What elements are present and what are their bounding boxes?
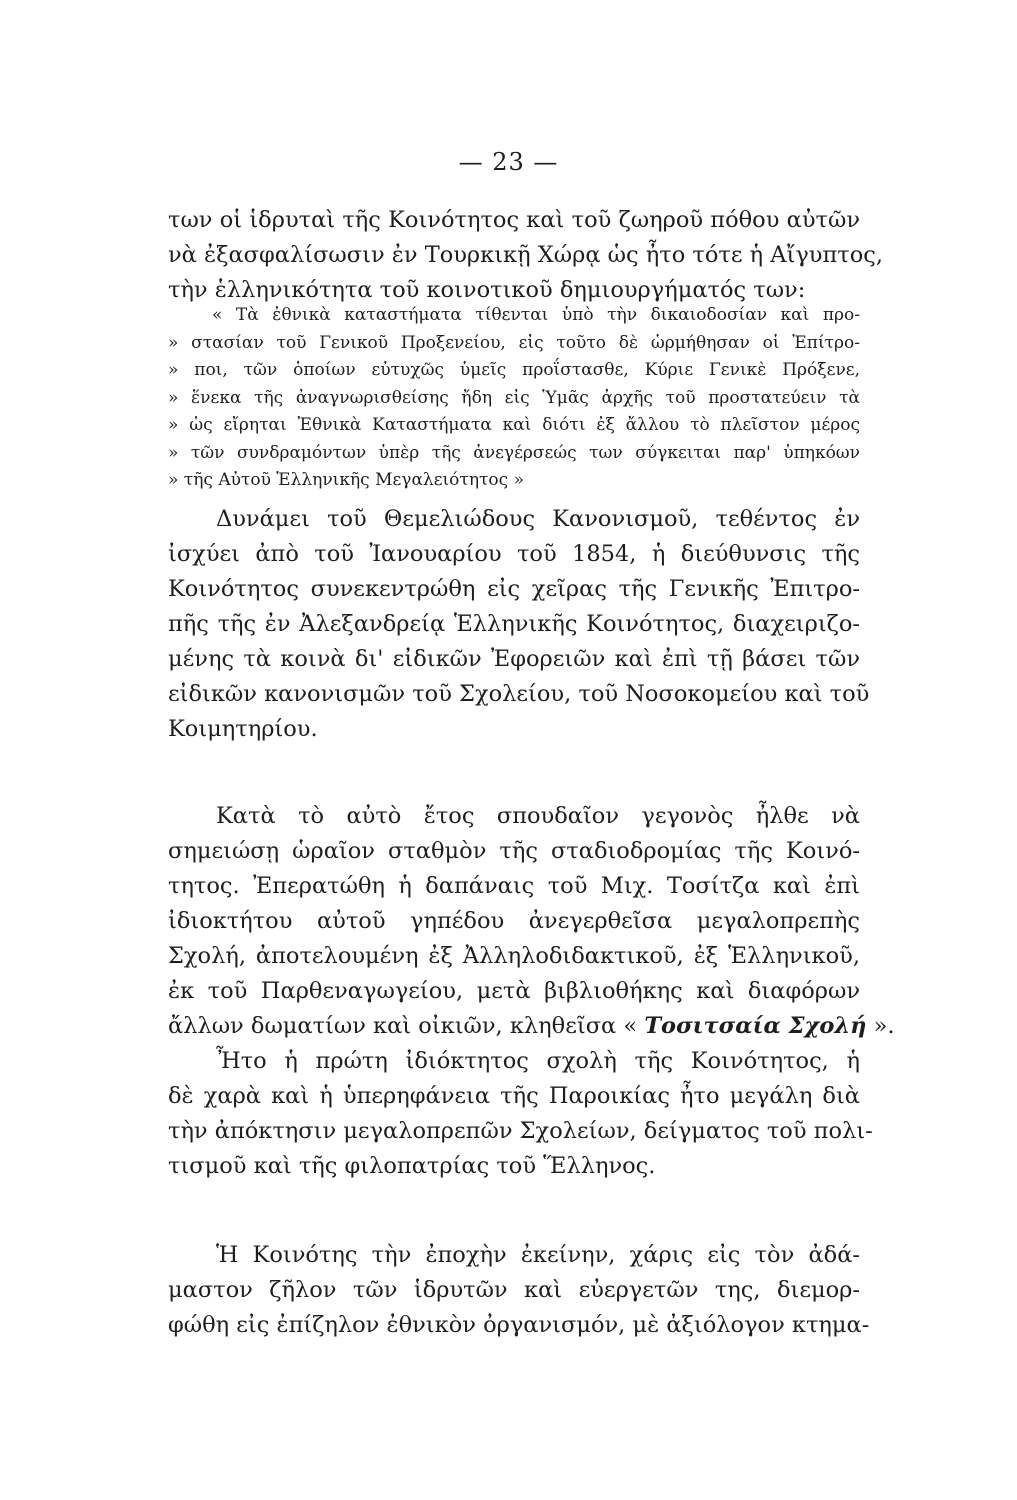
text-fragment: ». (866, 1013, 895, 1039)
quote-line: » τῆς Αὐτοῦ Ἑλληνικῆς Μεγαλειότητος » (168, 470, 524, 490)
paragraph-1 (168, 203, 884, 308)
quote-line: « Τὰ ἐθνικὰ καταστήματα τίθενται ὑπὸ τὴν δικαιοδοσίαν καὶ προ- (212, 305, 860, 325)
quote-line: » τῶν συνδραμόντων ὑπὲρ τῆς ἀνεγέρσεώς των σύγκειται παρ' ὑπηκόων (168, 442, 860, 463)
text-line (168, 1009, 895, 1044)
quote-line: » ἕνεκα τῆς ἀναγνωρισθείσης ἤδη εἰς Ὑμᾶς ἀρχῆς τοῦ προστατεύειν τὰ (168, 387, 860, 408)
text-line: Ἦτο ἡ πρώτη ἰδιόκτητος σχολὴ τῆς Κοινότητος, ἡ (216, 1048, 860, 1074)
quote-line: » ποι, τῶν ὁποίων εὐτυχῶς ὑμεῖς προΐστασθε, Κύριε Γενικὲ Πρόξενε, (168, 360, 860, 380)
text-line: των οἱ ἱδρυταὶ τῆς Κοινότητος καὶ τοῦ ζωηροῦ πόθου αὐτῶν (168, 207, 860, 233)
page-number: — 23 — (458, 148, 559, 176)
paragraph-3 (168, 799, 895, 1184)
text-line: Κατὰ τὸ αὐτὸ ἔτος σπουδαῖον γεγονὸς ἦλθε νὰ (216, 803, 860, 829)
text-line: Σχολή, ἀποτελουμένη ἐξ Ἀλληλοδιδακτικοῦ, ἐξ Ἑλληνικοῦ, (168, 943, 860, 969)
text-line: μαστον ζῆλον τῶν ἱδρυτῶν καὶ εὐεργετῶν της, διεμορ- (168, 1277, 860, 1303)
text-line: Ἡ Κοινότης τὴν ἐποχὴν ἐκείνην, χάρις εἰς τὸν ἀδά- (216, 1242, 860, 1268)
text-line: νὰ ἐξασφαλίσωσιν ἐν Τουρκικῇ Χώρᾳ ὡς ἦτο τότε ἡ Αἴγυπτος, (168, 242, 884, 268)
text-line: τὴν ἑλληνικότητα τοῦ κοινοτικοῦ δημιουργήματός των: (168, 277, 806, 303)
paragraph-4 (168, 1238, 870, 1343)
school-name: Τοσιτσαία Σχολή (644, 1013, 867, 1039)
text-line: μένης τὰ κοινὰ δι' εἰδικῶν Ἐφορειῶν καὶ ἐπὶ τῇ βάσει τῶν (168, 646, 860, 672)
text-line: Δυνάμει τοῦ Θεμελιώδους Κανονισμοῦ, τεθέντος ἐν (216, 506, 860, 532)
text-line: τητος. Ἐπερατώθη ἡ δαπάναις τοῦ Μιχ. Τοσίτζα καὶ ἐπὶ (168, 873, 860, 899)
quoted-passage (168, 302, 860, 495)
text-line: τισμοῦ καὶ τῆς φιλοπατρίας τοῦ Ἕλληνος. (168, 1153, 656, 1179)
text-line: πῆς τῆς ἐν Ἀλεξανδρείᾳ Ἑλληνικῆς Κοινότητος, διαχειριζο- (168, 611, 860, 637)
text-line: φώθη εἰς ἐπίζηλον ἐθνικὸν ὀργανισμόν, μὲ ἀξιόλογον κτημα- (168, 1312, 870, 1338)
text-line: ἰσχύει ἀπὸ τοῦ Ἰανουαρίου τοῦ 1854, ἡ διεύθυνσις τῆς (168, 541, 860, 567)
text-line: δὲ χαρὰ καὶ ἡ ὑπερηφάνεια τῆς Παροικίας ἦτο μεγάλη διὰ (168, 1083, 860, 1109)
text-line: ἰδιοκτήτου αὐτοῦ γηπέδου ἀνεγερθεῖσα μεγαλοπρεπὴς (168, 908, 860, 934)
quote-line: » στασίαν τοῦ Γενικοῦ Προξενείου, εἰς τοῦτο δὲ ὡρμήθησαν οἱ Ἐπίτρο- (168, 332, 860, 353)
text-line: Κοιμητηρίου. (168, 716, 318, 742)
text-line: σημειώσῃ ὡραῖον σταθμὸν τῆς σταδιοδρομίας τῆς Κοινό- (168, 838, 860, 864)
text-line: Κοινότητος συνεκεντρώθη εἰς χεῖρας τῆς Γενικῆς Ἐπιτρο- (168, 576, 860, 602)
text-line: τὴν ἀπόκτησιν μεγαλοπρεπῶν Σχολείων, δείγματος τοῦ πολι- (168, 1118, 873, 1144)
text-line: εἰδικῶν κανονισμῶν τοῦ Σχολείου, τοῦ Νοσοκομείου καὶ τοῦ (168, 681, 870, 707)
text-fragment: ἄλλων δωματίων καὶ οἰκιῶν, κληθεῖσα « (168, 1013, 645, 1039)
text-line: ἐκ τοῦ Παρθεναγωγείου, μετὰ βιβλιοθήκης καὶ διαφόρων (168, 978, 860, 1004)
paragraph-2 (168, 502, 870, 747)
quote-line: » ὡς εἴρηται Ἐθνικὰ Καταστήματα καὶ διότι ἐξ ἄλλου τὸ πλεῖστον μέρος (168, 415, 860, 435)
